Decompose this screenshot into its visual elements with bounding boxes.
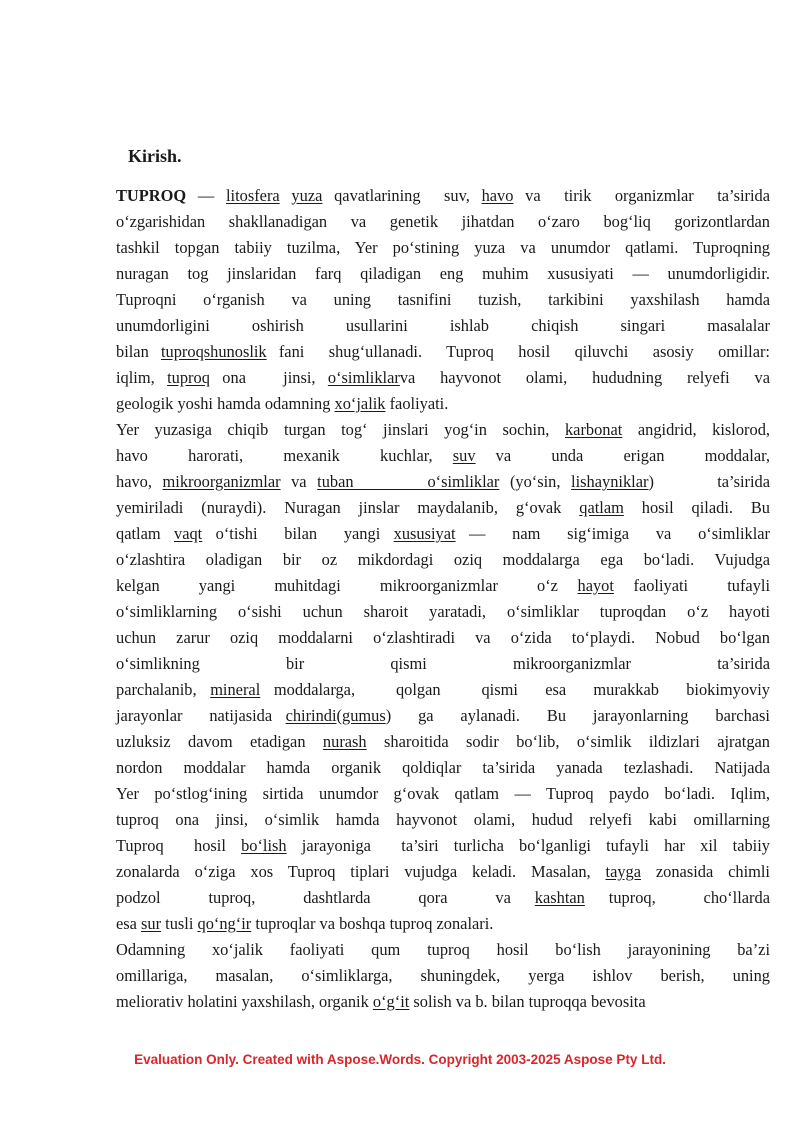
text-run: nuragan tog jinslaridan farq qiladigan eng muhim xususiyati — unumdorligidir. [116, 264, 770, 283]
text-run: o‘tishi bilan yangi [202, 524, 394, 543]
text-line [116, 807, 770, 833]
paragraph [116, 183, 770, 417]
hyperlink[interactable]: mineral [210, 680, 261, 699]
text-line [116, 885, 770, 911]
text-line [116, 989, 770, 1015]
hyperlink[interactable]: suv [452, 446, 476, 465]
text-run: o‘simliklarning o‘sishi uchun sharoit yaratadi, o‘simliklar tuproqdan o‘z hayoti [116, 602, 770, 621]
text-line [116, 443, 770, 469]
evaluation-watermark: Evaluation Only. Created with Aspose.Words. Copyright 2003-2025 Aspose Pty Ltd. [134, 1052, 666, 1067]
hyperlink[interactable]: litosfera [225, 186, 280, 205]
text-run: faoliyati. [385, 394, 449, 413]
bold-term: TUPROQ [116, 186, 187, 205]
text-run: tusli [161, 914, 198, 933]
text-line [116, 599, 770, 625]
text-run: unumdorligini oshirish usullarini ishlab chiqish singari masalalar [116, 316, 770, 335]
text-line [116, 365, 770, 391]
text-run: ) ta’sirida [648, 472, 771, 491]
hyperlink[interactable]: karbonat [564, 420, 623, 439]
text-line [116, 417, 770, 443]
text-line [116, 677, 770, 703]
text-run: tashkil topgan tabiiy tuzilma, Yer po‘stining yuza va unumdor qatlami. Tuproqning [116, 238, 770, 257]
hyperlink[interactable]: qatlam [579, 498, 624, 517]
hyperlink[interactable]: vaqt [174, 524, 203, 543]
text-run: ( [336, 706, 343, 725]
hyperlink[interactable]: tuproqshunoslik [160, 342, 267, 361]
text-line [116, 469, 770, 495]
text-line [116, 235, 770, 261]
text-line [116, 339, 770, 365]
text-run: parchalanib, [116, 680, 211, 699]
text-line [116, 313, 770, 339]
hyperlink[interactable]: o‘simliklar [327, 368, 400, 387]
text-line [116, 183, 770, 209]
text-run: jarayonlar natijasida [116, 706, 286, 725]
hyperlink[interactable]: xo‘jalik [334, 394, 386, 413]
text-run: (yo‘sin, [499, 472, 572, 491]
text-run: iqlim, [116, 368, 168, 387]
text-run: o‘zgarishidan shakllanadigan va genetik jihatdan o‘zaro bog‘liq gorizontlardan [116, 212, 770, 231]
text-run: zonalarda o‘ziga xos Tuproq tiplari vujudga keladi. Masalan, [116, 862, 606, 881]
text-line [116, 261, 770, 287]
text-run: geologik yoshi hamda odamning [116, 394, 335, 413]
paragraph [116, 937, 770, 1015]
text-line [116, 625, 770, 651]
text-run: esa [116, 914, 142, 933]
text-line [116, 391, 770, 417]
text-run: uchun zarur oziq moddalarni o‘zlashtiradi va o‘zida to‘playdi. Nobud bo‘lgan [116, 628, 770, 647]
paragraph [116, 417, 770, 937]
text-line [116, 833, 770, 859]
text-run: uzluksiz davom etadigan [116, 732, 323, 751]
text-line [116, 781, 770, 807]
text-run: ) ga aylanadi. Bu jarayonlarning barchasi [385, 706, 770, 725]
hyperlink[interactable]: qo‘ng‘ir [197, 914, 252, 933]
text-line [116, 911, 770, 937]
text-run: o‘simlikning bir qismi mikroorganizmlar ta’sirida [116, 654, 770, 673]
text-line [116, 547, 770, 573]
text-line [116, 729, 770, 755]
text-run: Tuproq hosil [116, 836, 242, 855]
text-run: tuproqlar va boshqa tuproq zonalari. [251, 914, 494, 933]
text-run: nordon moddalar hamda organik qoldiqlar ta’sirida yanada tezlashadi. Natijada [116, 758, 770, 777]
text-line [116, 521, 770, 547]
text-run: omillariga, masalan, o‘simliklarga, shuningdek, yerga ishlov berish, uning [116, 966, 770, 985]
hyperlink[interactable]: havo [481, 186, 514, 205]
hyperlink[interactable]: hayot [577, 576, 614, 595]
hyperlink[interactable]: tuproq [167, 368, 210, 387]
text-run: — [186, 186, 226, 205]
hyperlink[interactable]: chirindi [285, 706, 337, 725]
hyperlink[interactable]: lishayniklar [571, 472, 649, 491]
text-run: Yer yuzasiga chiqib turgan tog‘ jinslari yog‘in sochin, [116, 420, 565, 439]
text-run: faoliyati tufayli [613, 576, 770, 595]
hyperlink[interactable]: yuza [291, 186, 323, 205]
text-run: Tuproqni o‘rganish va uning tasnifini tuzish, tarkibini yaxshilash hamda [116, 290, 770, 309]
text-run: va hayvonot olami, hududning relyefi va [399, 368, 770, 387]
text-run: qavatlarining suv, [322, 186, 482, 205]
text-run: yemiriladi (nuraydi). Nuragan jinslar maydalanib, g‘ovak [116, 498, 580, 517]
text-run: podzol tuproq, dashtlarda qora va [116, 888, 535, 907]
text-line [116, 703, 770, 729]
hyperlink[interactable]: tayga [605, 862, 642, 881]
hyperlink[interactable]: xususiyat [393, 524, 456, 543]
text-run: angidrid, kislorod, [622, 420, 770, 439]
text-run: bilan [116, 342, 161, 361]
text-run: tuproq, cho‘llarda [584, 888, 770, 907]
text-run: hosil qiladi. Bu [623, 498, 770, 517]
text-line [116, 937, 770, 963]
text-run: kelgan yangi muhitdagi mikroorganizmlar o‘z [116, 576, 578, 595]
hyperlink[interactable]: kashtan [534, 888, 585, 907]
text-run: ona jinsi, [209, 368, 328, 387]
text-run: havo harorati, mexanik kuchlar, [116, 446, 453, 465]
text-run: fani shug‘ullanadi. Tuproq hosil qiluvchi asosiy omillar: [266, 342, 770, 361]
text-run: Odamning xo‘jalik faoliyati qum tuproq hosil bo‘lish jarayonining ba’zi [116, 940, 770, 959]
hyperlink[interactable]: nurash [322, 732, 367, 751]
text-run: o‘zlashtira oladigan bir oz mikdordagi oziq moddalarga ega bo‘ladi. Vujudga [116, 550, 770, 569]
text-run: sharoitida sodir bo‘lib, o‘simlik ildizlari ajratgan [366, 732, 770, 751]
text-line [116, 859, 770, 885]
text-line [116, 287, 770, 313]
text-run: Yer po‘stlog‘ining sirtida unumdor g‘ovak qatlam — Tuproq paydo bo‘ladi. Iqlim, [116, 784, 770, 803]
text-run: havo, [116, 472, 163, 491]
text-run: moddalarga, qolgan qismi esa murakkab biokimyoviy [260, 680, 770, 699]
hyperlink[interactable]: o‘g‘it [372, 992, 410, 1011]
text-line [116, 209, 770, 235]
hyperlink[interactable]: tuban o‘simliklar [317, 472, 500, 491]
text-line [116, 495, 770, 521]
hyperlink[interactable]: mikroorganizmlar [162, 472, 281, 491]
hyperlink[interactable]: sur [141, 914, 162, 933]
text-run: solish va b. bilan tuproqqa bevosita [409, 992, 646, 1011]
section-heading: Kirish. [128, 146, 182, 166]
hyperlink[interactable]: gumus [342, 706, 386, 725]
text-line [116, 755, 770, 781]
text-line [116, 573, 770, 599]
text-run: va unda erigan moddalar, [475, 446, 771, 465]
text-run: tuproq ona jinsi, o‘simlik hamda hayvonot olami, hudud relyefi kabi omillarning [116, 810, 770, 829]
text-run: jarayoniga ta’siri turlicha bo‘lganligi tufayli har xil tabiiy [286, 836, 770, 855]
text-run: va [280, 472, 318, 491]
text-run: qatlam [116, 524, 174, 543]
text-line [116, 963, 770, 989]
hyperlink[interactable]: bo‘lish [241, 836, 287, 855]
text-line [116, 651, 770, 677]
document-body [116, 183, 770, 1015]
text-run [280, 186, 292, 205]
text-run: meliorativ holatini yaxshilash, organik [116, 992, 373, 1011]
text-run: va tirik organizmlar ta’sirida [513, 186, 770, 205]
text-run: zonasida chimli [641, 862, 770, 881]
text-run: — nam sig‘imiga va o‘simliklar [455, 524, 770, 543]
